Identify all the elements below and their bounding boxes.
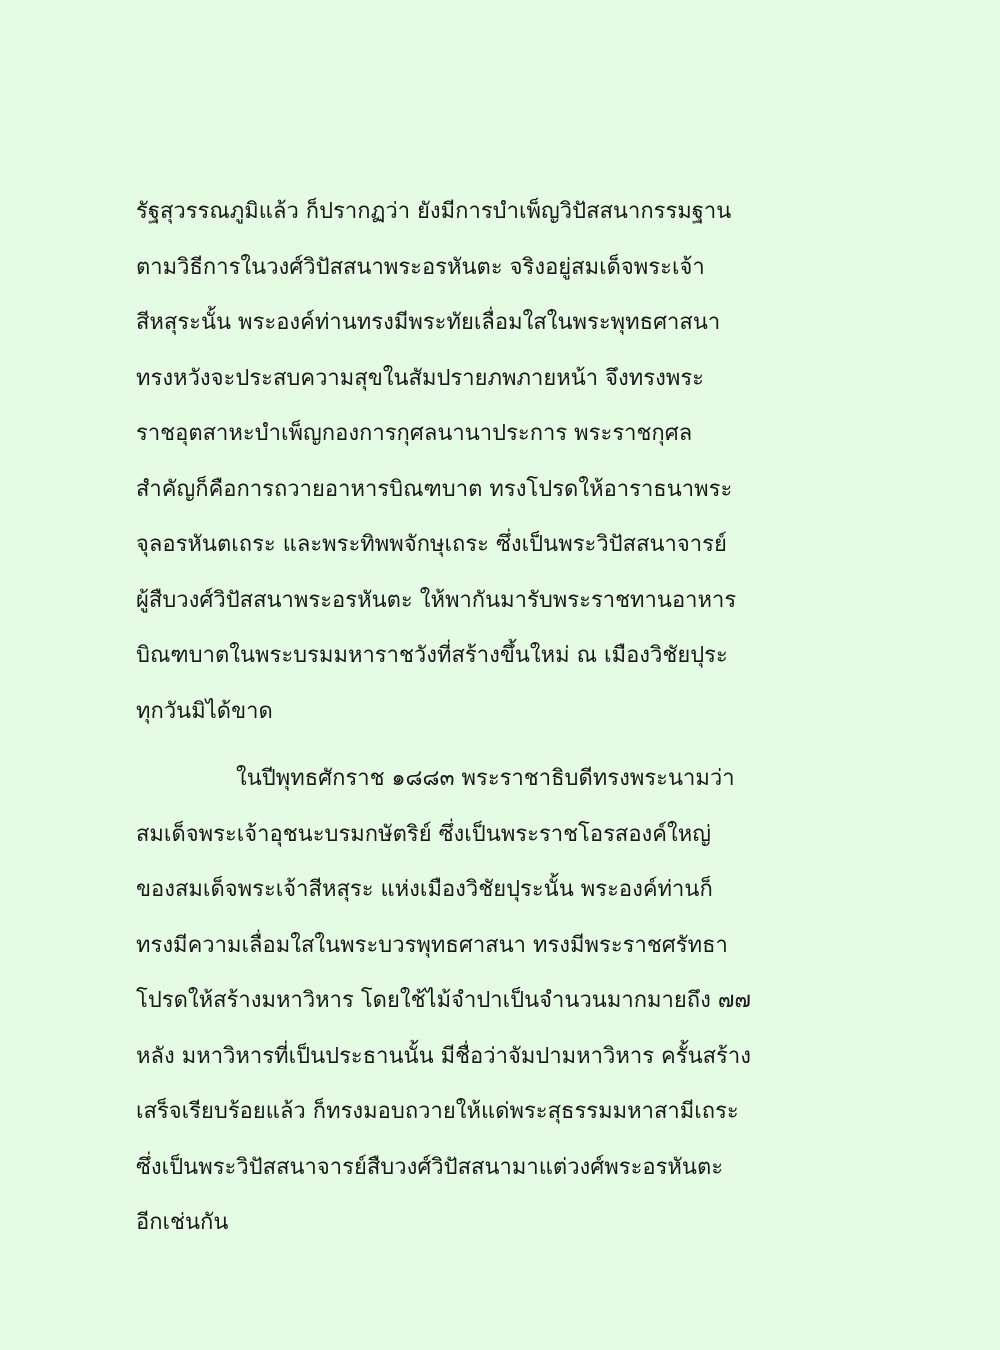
paragraph-line: ผู้สืบวงศ์วิปัสสนาพระอรหันตะ ให้พากันมารับพระราชทานอาหาร — [136, 588, 737, 613]
paragraph-line: จุลอรหันตเถระ และพระทิพพจักษุเถระ ซึ่งเป็นพระวิปัสสนาจารย์ — [136, 532, 727, 557]
paragraph-line: ราชอุตสาหะบำเพ็ญกองการกุศลนานาประการ พระราชกุศล — [136, 421, 693, 446]
paragraph-line: ทรงมีความเลื่อมใสในพระบวรพุทธศาสนา ทรงมีพระราชศรัทธา — [136, 933, 728, 958]
paragraph-line: ของสมเด็จพระเจ้าสีหสุระ แห่งเมืองวิชัยปุระนั้น พระองค์ท่านก็ — [136, 877, 713, 902]
paragraph-line: ทรงหวังจะประสบความสุขในสัมปรายภพภายหน้า จึงทรงพระ — [136, 366, 704, 391]
paragraph-line: บิณฑบาตในพระบรมมหาราชวังที่สร้างขึ้นใหม่ ณ เมืองวิชัยปุระ — [136, 643, 728, 668]
paragraph-line: เสร็จเรียบร้อยแล้ว ก็ทรงมอบถวายให้แด่พระสุธรรมมหาสามีเถระ — [136, 1099, 739, 1124]
paragraph-line: อีกเช่นกัน — [136, 1210, 229, 1235]
paragraph-line: ทุกวันมิได้ขาด — [136, 699, 273, 724]
paragraph-line: ซึ่งเป็นพระวิปัสสนาจารย์สืบวงศ์วิปัสสนามาแต่วงศ์พระอรหันตะ — [136, 1155, 724, 1180]
paragraph-line: โปรดให้สร้างมหาวิหาร โดยใช้ไม้จำปาเป็นจำนวนมากมายถึง ๗๗ — [136, 988, 751, 1013]
paragraph-line: สมเด็จพระเจ้าอุชนะบรมกษัตริย์ ซึ่งเป็นพระราชโอรสองค์ใหญ่ — [136, 822, 711, 847]
paragraph-line: หลัง มหาวิหารที่เป็นประธานนั้น มีชื่อว่าจัมปามหาวิหาร ครั้นสร้าง — [136, 1044, 751, 1069]
paragraph-line: สีหสุระนั้น พระองค์ท่านทรงมีพระทัยเลื่อมใสในพระพุทธศาสนา — [136, 310, 721, 335]
paragraph-line: สำคัญก็คือการถวายอาหารบิณฑบาต ทรงโปรดให้อาราธนาพระ — [136, 477, 733, 502]
paragraph-line: รัฐสุวรรณภูมิแล้ว ก็ปรากฏว่า ยังมีการบำเพ็ญวิปัสสนากรรมฐาน — [136, 199, 732, 224]
paragraph-line: ตามวิธีการในวงศ์วิปัสสนาพระอรหันตะ จริงอยู่สมเด็จพระเจ้า — [136, 255, 705, 280]
paragraph-line: ในปีพุทธศักราช ๑๘๘๓ พระราชาธิบดีทรงพระนามว่า — [236, 766, 735, 791]
